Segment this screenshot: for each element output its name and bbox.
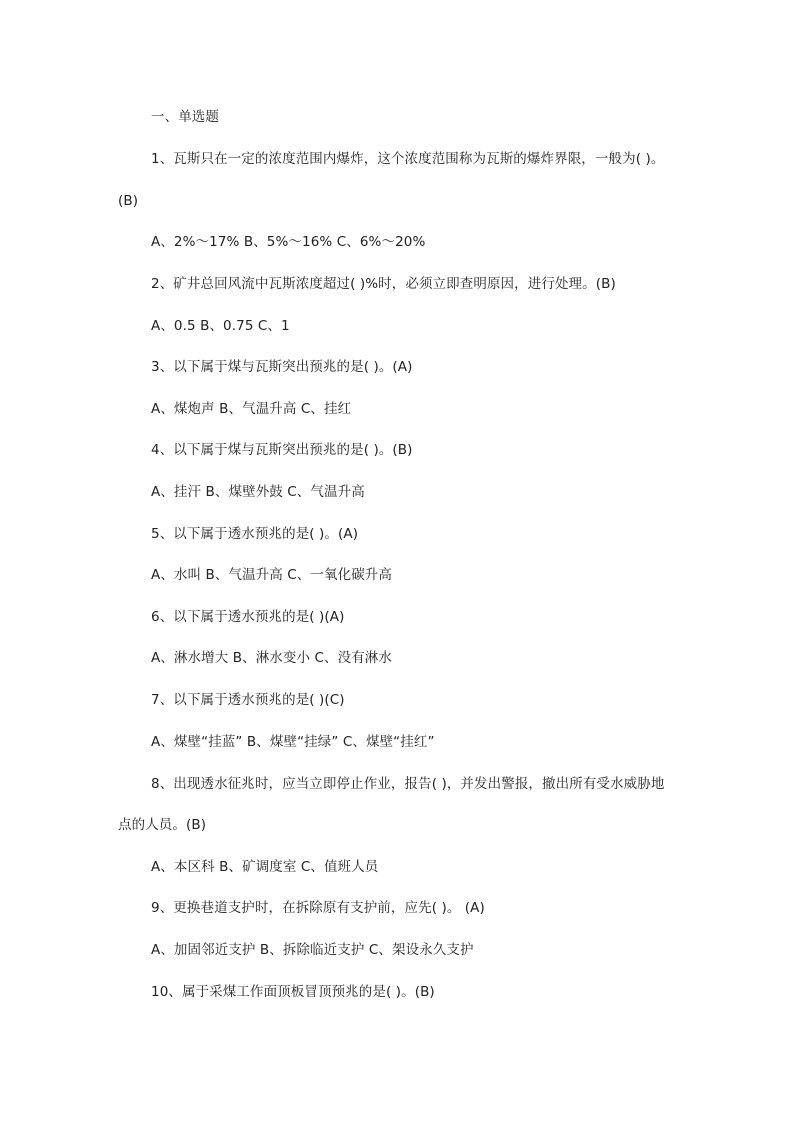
question-5-options: A、水叫 B、气温升高 C、一氧化碳升高 (151, 567, 393, 583)
question-10-stem: 10、属于采煤工作面顶板冒顶预兆的是( )。(B) (151, 984, 435, 1000)
question-1-options: A、2%～17% B、5%～16% C、6%～20% (151, 234, 426, 250)
question-7-stem: 7、以下属于透水预兆的是( )(C) (151, 692, 345, 708)
question-1-answer: (B) (118, 193, 139, 209)
question-1-stem: 1、瓦斯只在一定的浓度范围内爆炸，这个浓度范围称为瓦斯的爆炸界限，一般为( )。 (151, 151, 665, 167)
question-7-options: A、煤壁“挂蓝” B、煤壁“挂绿” C、煤壁“挂红” (151, 734, 435, 750)
section-heading: 一、单选题 (151, 109, 219, 125)
question-3-stem: 3、以下属于煤与瓦斯突出预兆的是( )。(A) (151, 359, 413, 375)
question-8-options: A、本区科 B、矿调度室 C、值班人员 (151, 859, 379, 875)
question-2-options: A、0.5 B、0.75 C、1 (151, 318, 290, 334)
question-9-options: A、加固邻近支护 B、拆除临近支护 C、架设永久支护 (151, 942, 474, 958)
question-3-options: A、煤炮声 B、气温升高 C、挂红 (151, 401, 352, 417)
question-9-stem: 9、更换巷道支护时，在拆除原有支护前，应先( )。 (A) (151, 900, 485, 916)
question-8-stem-continued: 点的人员。(B) (118, 817, 207, 833)
question-4-stem: 4、以下属于煤与瓦斯突出预兆的是( )。(B) (151, 442, 413, 458)
question-8-stem: 8、出现透水征兆时，应当立即停止作业，报告( )，并发出警报，撤出所有受水威胁地 (151, 776, 665, 792)
question-2-stem: 2、矿井总回风流中瓦斯浓度超过( )%时，必须立即查明原因，进行处理。(B) (151, 276, 616, 292)
question-6-stem: 6、以下属于透水预兆的是( )(A) (151, 609, 345, 625)
question-5-stem: 5、以下属于透水预兆的是( )。(A) (151, 526, 359, 542)
question-6-options: A、淋水增大 B、淋水变小 C、没有淋水 (151, 650, 393, 666)
question-4-options: A、挂汗 B、煤壁外鼓 C、气温升高 (151, 484, 365, 500)
